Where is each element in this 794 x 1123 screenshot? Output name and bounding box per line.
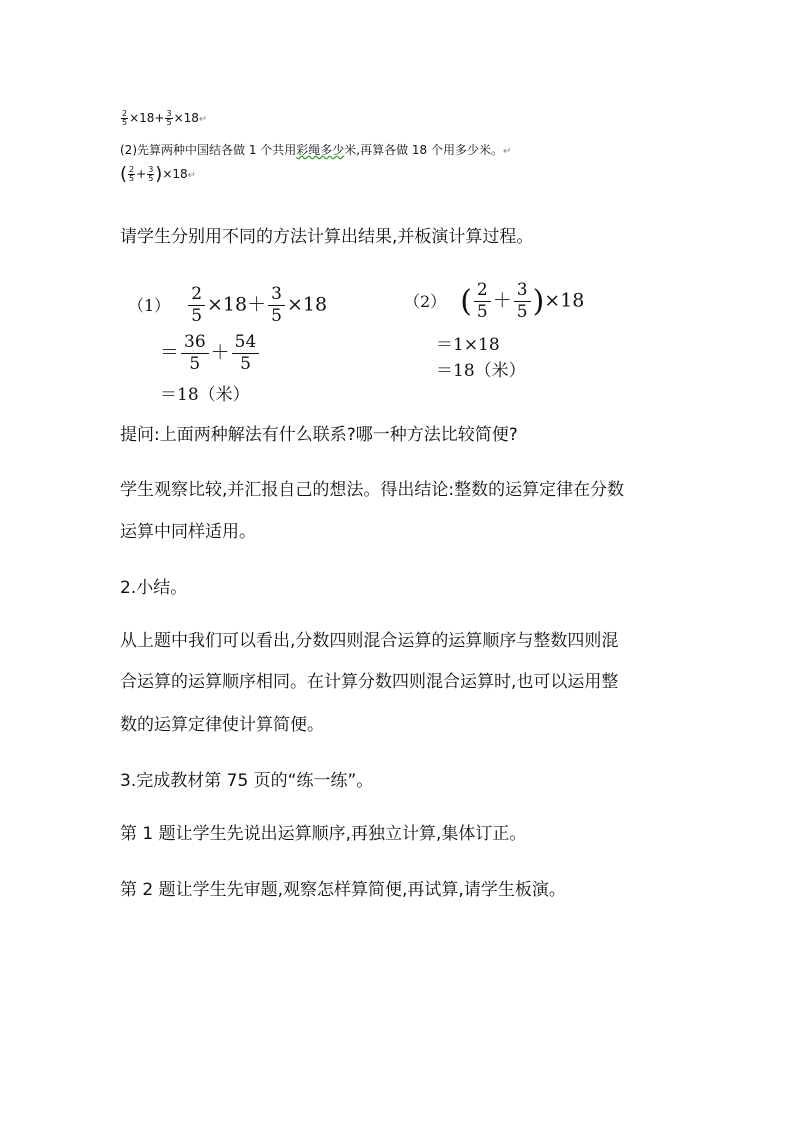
denominator: 5 (476, 302, 488, 322)
fraction (514, 282, 531, 321)
question-paragraph: 提问:上面两种解法有什么联系?哪一种方法比较简便? (120, 425, 518, 445)
plus-sign: ＋ (210, 341, 230, 364)
numerator: 2 (188, 286, 205, 306)
summary-line-3: 数的运算定律使计算简便。 (120, 715, 324, 735)
summary-line-1: 从上题中我们可以看出,分数四则混合运算的运算顺序与整数四则混 (120, 631, 619, 651)
numerator: 2 (474, 282, 491, 302)
expr-text: ×18 (162, 167, 188, 181)
return-mark-icon: ↵ (503, 146, 512, 157)
denominator: 5 (129, 174, 135, 183)
method-2-result: ＝18（米） (436, 361, 526, 381)
plus-sign: ＋ (492, 289, 512, 312)
text: 米,再算各做 18 个用多少米。 (344, 143, 503, 157)
numerator: 54 (232, 334, 260, 354)
denominator: 5 (122, 118, 128, 127)
return-mark-icon: ↵ (187, 170, 197, 181)
numerator: 2 (122, 109, 128, 118)
expr-text: ×18+ (129, 111, 165, 125)
fraction (121, 110, 128, 127)
fraction (147, 166, 154, 183)
numerator: 3 (514, 282, 531, 302)
expr-text: + (136, 167, 147, 181)
method-1-step-1 (160, 334, 261, 373)
exercise-item-2: 第 2 题让学生先审题,观察怎样算简便,再试算,请学生板演。 (120, 880, 566, 900)
method-1-result: ＝18（米） (160, 385, 250, 405)
numerator: 36 (181, 334, 209, 354)
intro-paragraph: 请学生分别用不同的方法计算出结果,并板演计算过程。 (120, 227, 534, 247)
wavy-underlined-text: 彩绳多少 (296, 143, 345, 157)
fraction (474, 282, 491, 321)
summary-title: 2.小结。 (120, 578, 188, 598)
numerator: 3 (166, 109, 172, 118)
expr-text: ×18 (544, 289, 585, 312)
left-paren: ( (120, 163, 128, 185)
method-label: （1） (128, 295, 171, 315)
expression-line-3 (120, 163, 197, 185)
expr-text: ×18＋ (207, 293, 267, 316)
expression-line-1 (120, 110, 207, 128)
return-mark-icon: ↵ (198, 114, 208, 125)
summary-line-2: 合运算的运算顺序相同。在计算分数四则混合运算时,也可以运用整 (120, 672, 619, 692)
denominator: 5 (191, 306, 203, 326)
numerator: 2 (129, 165, 135, 174)
right-paren: ) (532, 284, 545, 319)
fraction (188, 286, 205, 325)
fraction (165, 110, 172, 127)
fraction (232, 334, 260, 373)
text: (2)先算两种中国结各做 1 个共用 (120, 143, 297, 157)
fraction (128, 166, 135, 183)
exercise-item-1: 第 1 题让学生先说出运算顺序,再独立计算,集体订正。 (120, 824, 527, 844)
denominator: 5 (240, 354, 251, 374)
method-label: （2） (404, 291, 447, 311)
equals-sign: ＝ (160, 341, 180, 364)
right-paren: ) (155, 163, 163, 185)
method-2-step-1: ＝1×18 (436, 335, 500, 355)
fraction (268, 286, 285, 325)
denominator: 5 (516, 302, 528, 322)
denominator: 5 (148, 174, 154, 183)
expr-text: ×18 (173, 111, 199, 125)
observe-line-2: 运算中同样适用。 (120, 522, 256, 542)
instruction-line-2 (120, 142, 511, 160)
expr-text: ×18 (286, 293, 328, 316)
numerator: 3 (148, 165, 154, 174)
exercise-title: 3.完成教材第 75 页的“练一练”。 (120, 771, 374, 791)
observe-line-1: 学生观察比较,并汇报自己的想法。得出结论:整数的运算定律在分数 (120, 480, 625, 500)
method-1-expression (128, 286, 327, 325)
denominator: 5 (271, 306, 282, 326)
denominator: 5 (166, 118, 172, 127)
method-2-expression (404, 282, 584, 321)
left-paren: ( (460, 284, 472, 319)
denominator: 5 (189, 354, 201, 374)
numerator: 3 (268, 286, 285, 306)
fraction (181, 334, 209, 373)
